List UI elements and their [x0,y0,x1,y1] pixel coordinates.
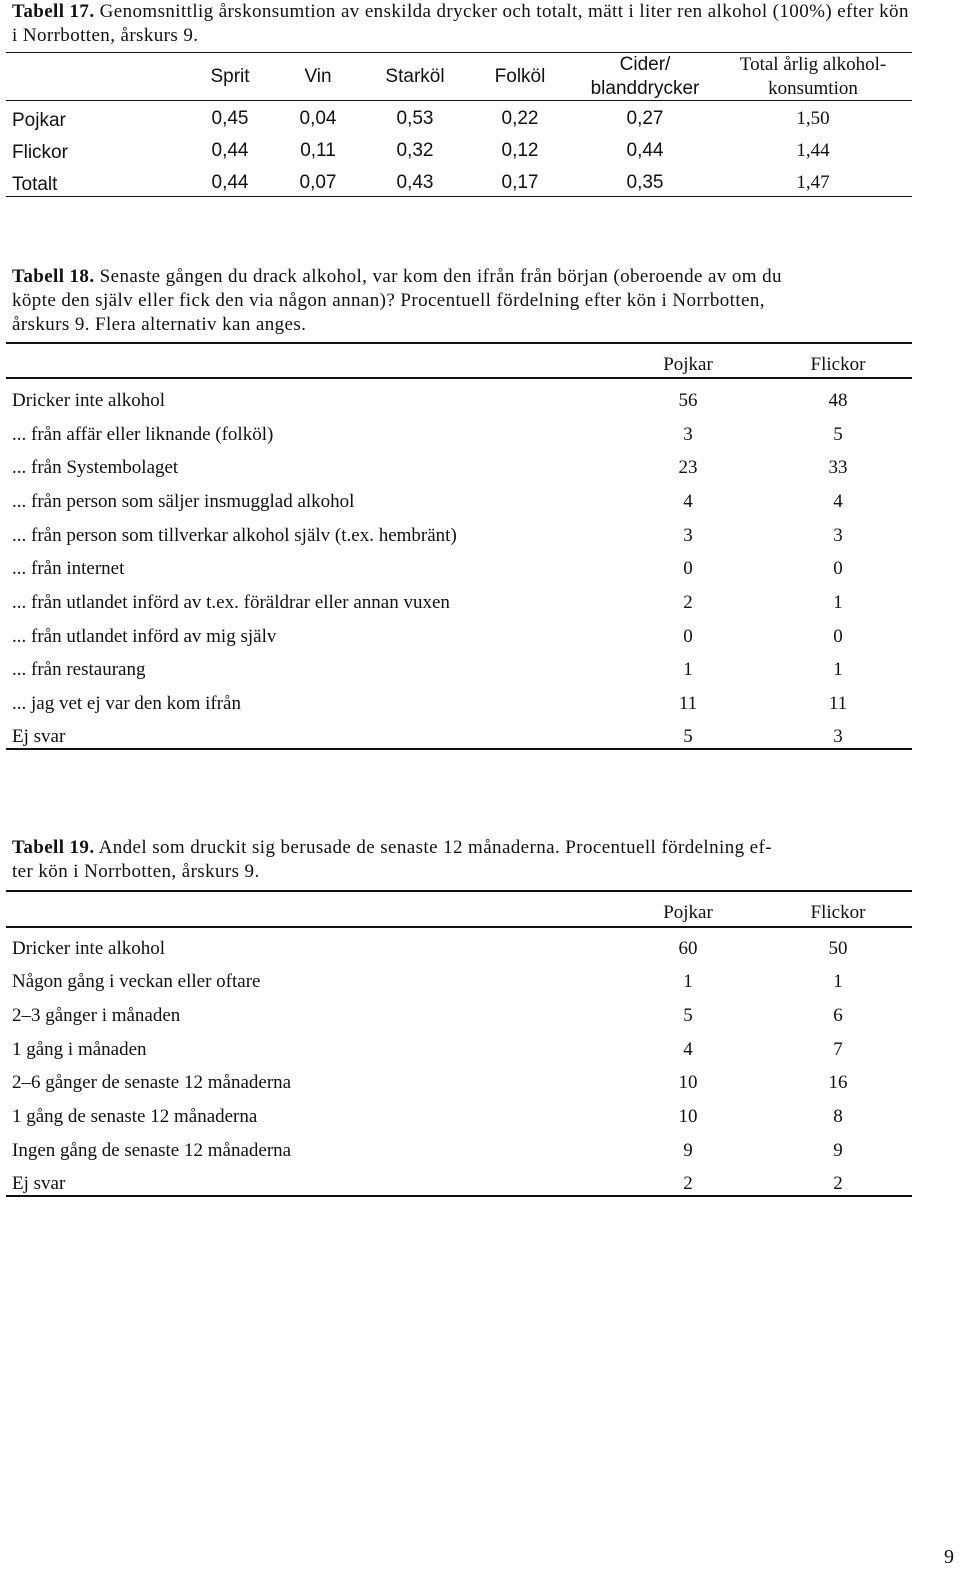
tabell19-cell-pojkar: 10 [678,1072,698,1093]
tabell19-row-label: Någon gång i veckan eller oftare [12,971,261,992]
tabell19-cell-flickor: 8 [833,1106,843,1127]
tabell18-label: Tabell 18. [12,266,95,287]
tabell18-top-rule [6,342,912,344]
tabell18-cell-pojkar: 3 [683,525,693,546]
tabell18-cell-flickor: 48 [828,390,848,411]
tabell17-cell-vin: 0,07 [299,172,337,193]
tabell18-row-label: ... från internet [12,558,125,579]
tabell18-cell-flickor: 33 [828,457,848,478]
tabell17-bottom-rule [6,196,912,197]
tabell19-row-label: 2–6 gånger de senaste 12 månaderna [12,1072,292,1093]
tabell18-row-label: Ej svar [12,726,66,747]
tabell17-row-label: Pojkar [12,110,66,131]
tabell19-row-label: 2–3 gånger i månaden [12,1005,181,1026]
tabell18-cell-flickor: 3 [833,726,843,747]
tabell18-row-label: ... från restaurang [12,659,146,680]
tabell19-header-rule [6,926,912,928]
tabell18-cell-pojkar: 2 [683,592,693,613]
tabell19-cell-flickor: 6 [833,1005,843,1026]
tabell17-cell-total: 1,47 [796,172,830,193]
tabell19-caption-line: ter kön i Norrbotten, årskurs 9. [12,861,260,882]
tabell18-caption-line: köpte den själv eller fick den via någon annan)? Procentuell fördelning efter kön i Norrbotten, [12,290,765,311]
tabell19-caption [12,836,912,884]
tabell19-row-label: 1 gång de senaste 12 månaderna [12,1106,258,1127]
tabell17-cell-vin: 0,04 [299,108,337,129]
tabell19-cell-flickor: 50 [828,938,848,959]
tabell17-header-starkol: Starköl [385,66,445,87]
tabell18-row-label: ... från person som säljer insmugglad alkohol [12,491,355,512]
tabell19-bottom-rule [6,1195,912,1197]
tabell18-cell-flickor: 0 [833,558,843,579]
tabell17-cell-folkol: 0,12 [501,140,539,161]
tabell17-cell-total: 1,44 [796,140,830,161]
tabell17-header-total-line2: konsumtion [768,78,858,99]
tabell18-caption [12,265,912,337]
tabell17-header-vin: Vin [304,66,332,87]
tabell19-header-pojkar: Pojkar [663,902,713,923]
tabell18-cell-pojkar: 3 [683,424,693,445]
tabell18-cell-pojkar: 23 [678,457,698,478]
tabell19-row-label: Dricker inte alkohol [12,938,166,959]
tabell19-top-rule [6,890,912,892]
tabell17-cell-starkol: 0,53 [396,108,434,129]
tabell17-header-cider-line2: blanddrycker [590,78,700,99]
tabell18-caption-line: Senaste gången du drack alkohol, var kom den ifrån från början (oberoende av om du [99,266,782,287]
tabell17-caption [12,0,912,48]
tabell18-cell-pojkar: 5 [683,726,693,747]
tabell18-cell-flickor: 5 [833,424,843,445]
tabell18-row-label: ... jag vet ej var den kom ifrån [12,693,241,714]
tabell19-caption-line: Andel som druckit sig berusade de senaste 12 månaderna. Procentuell fördelning ef- [98,837,772,858]
tabell18-cell-pojkar: 1 [683,659,693,680]
tabell19-label: Tabell 19. [12,837,95,858]
tabell19-header-flickor: Flickor [810,902,866,923]
tabell17-cell-vin: 0,11 [300,140,336,161]
tabell17-header-folkol: Folköl [494,66,546,87]
tabell18-row-label: ... från person som tillverkar alkohol själv (t.ex. hembränt) [12,525,457,546]
tabell17-cell-cider: 0,35 [626,172,664,193]
tabell19-cell-pojkar: 1 [683,971,693,992]
tabell18-row-label: Dricker inte alkohol [12,390,166,411]
tabell17-row-label: Totalt [12,174,58,195]
tabell18-cell-pojkar: 0 [683,626,693,647]
tabell17-cell-starkol: 0,32 [396,140,434,161]
tabell19-row-label: Ingen gång de senaste 12 månaderna [12,1140,292,1161]
tabell18-cell-flickor: 1 [833,659,843,680]
tabell18-cell-flickor: 0 [833,626,843,647]
tabell18-cell-pojkar: 4 [683,491,693,512]
tabell18-header-rule [6,377,912,379]
tabell17-header-rule [6,100,912,101]
tabell19-cell-flickor: 16 [828,1072,848,1093]
tabell19-cell-flickor: 2 [833,1173,843,1194]
tabell18-bottom-rule [6,748,912,750]
tabell17-cell-sprit: 0,45 [211,108,249,129]
page-number: 9 [944,1546,954,1568]
tabell17-cell-cider: 0,44 [626,140,664,161]
tabell18-cell-pojkar: 56 [678,390,698,411]
tabell18-row-label: ... från utlandet införd av mig själv [12,626,277,647]
tabell18-caption-line: årskurs 9. Flera alternativ kan anges. [12,314,307,335]
tabell18-row-label: ... från affär eller liknande (folköl) [12,424,274,445]
tabell17-cell-folkol: 0,17 [501,172,539,193]
tabell19-cell-pojkar: 9 [683,1140,693,1161]
tabell19-cell-flickor: 1 [833,971,843,992]
tabell19-cell-flickor: 9 [833,1140,843,1161]
tabell18-header-pojkar: Pojkar [663,354,713,375]
tabell17-header-sprit: Sprit [210,66,250,87]
tabell18-row-label: ... från utlandet införd av t.ex. föräldrar eller annan vuxen [12,592,450,613]
tabell19-row-label: Ej svar [12,1173,66,1194]
tabell17-cell-total: 1,50 [796,108,830,129]
tabell17-row-label: Flickor [12,142,68,163]
tabell18-cell-pojkar: 11 [678,693,698,714]
tabell19-cell-pojkar: 5 [683,1005,693,1026]
tabell17-header-cider-line1: Cider/ [619,54,671,75]
tabell18-cell-flickor: 1 [833,592,843,613]
tabell18-cell-pojkar: 0 [683,558,693,579]
tabell19-cell-pojkar: 2 [683,1173,693,1194]
tabell17-caption-text: Genomsnittlig årskonsumtion av enskilda drycker och totalt, mätt i liter ren alkohol (100%) efter kön i Norrbotten, årskurs 9. [12,1,909,46]
tabell19-row-label: 1 gång i månaden [12,1039,147,1060]
tabell18-cell-flickor: 4 [833,491,843,512]
tabell17-header-total-line1: Total årlig alkohol- [739,54,887,75]
tabell17-cell-sprit: 0,44 [211,172,249,193]
tabell17-cell-cider: 0,27 [626,108,664,129]
tabell18-cell-flickor: 11 [828,693,848,714]
tabell17-cell-folkol: 0,22 [501,108,539,129]
tabell17-cell-starkol: 0,43 [396,172,434,193]
tabell19-cell-pojkar: 10 [678,1106,698,1127]
tabell18-cell-flickor: 3 [833,525,843,546]
tabell17-label: Tabell 17. [12,1,95,22]
tabell18-row-label: ... från Systembolaget [12,457,179,478]
tabell19-cell-pojkar: 60 [678,938,698,959]
tabell17-cell-sprit: 0,44 [211,140,249,161]
tabell19-cell-pojkar: 4 [683,1039,693,1060]
tabell19-cell-flickor: 7 [833,1039,843,1060]
tabell18-header-flickor: Flickor [810,354,866,375]
